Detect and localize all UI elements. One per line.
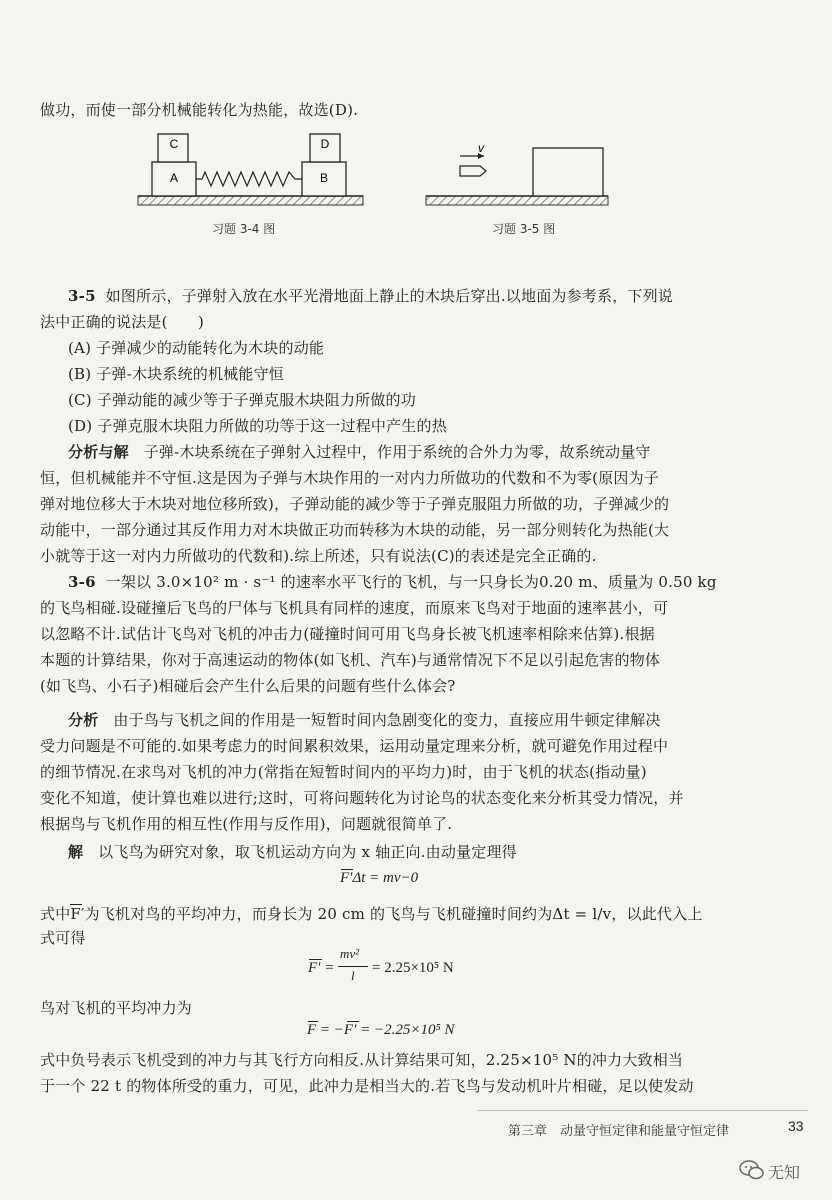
text-line-top: 做功，而使一部分机械能转化为热能，故选(D). — [40, 101, 359, 119]
problem-35-analysis-text-1: 子弹-木块系统在子弹射入过程中，作用于系统的合外力为零，故系统动量守 — [143, 443, 651, 461]
spring — [196, 172, 302, 186]
problem-35-analysis-text-5: 小就等于这一对内力所做功的代数和).综上所述，只有说法(C)的表述是完全正确的. — [40, 547, 597, 565]
problem-36-analysis-line-1 — [68, 710, 661, 730]
velocity-label: v — [478, 141, 484, 155]
watermark-text: 无知 — [768, 1163, 801, 1182]
overline-eq3-a — [308, 1021, 318, 1022]
equation-2-numerator: mv² — [340, 946, 360, 961]
problem-36-analysis-text-1: 由于鸟与飞机之间的作用是一短暂时间内急剧变化的变力，直接应用牛顿定律解决 — [113, 711, 661, 729]
final-line-1: 式中负号表示飞机受到的冲力与其飞行方向相反.从计算结果可知，2.25×10⁵ N的冲力大致相当 — [40, 1051, 684, 1069]
ground-hatch-35 — [426, 196, 608, 205]
problem-35-option-d: (D) 子弹克服木块阻力所做的功等于这一过程中产生的热 — [68, 417, 447, 435]
problem-35-stem-2: 法中正确的说法是( ) — [40, 313, 205, 331]
problem-36-analysis-text-4: 变化不知道，使计算也难以进行;这时，可将问题转化为讨论鸟的状态变化来分析其受力情况，并 — [40, 789, 684, 807]
text-after-eq1-b: 式可得 — [40, 929, 86, 947]
label-a: A — [169, 171, 179, 185]
problem-36-stem-3: 以忽略不计.试估计飞鸟对飞机的冲击力(碰撞时间可用飞鸟身长被飞机速率相除来估算).根据 — [40, 625, 655, 643]
equation-2-denominator: l — [351, 968, 355, 983]
problem-35-line-1 — [68, 286, 673, 306]
figure-34-caption: 习题 3-4 图 — [212, 222, 276, 236]
equation-1: F′Δt = mv−0 — [340, 870, 419, 886]
problem-36-number: 3-6 — [68, 573, 96, 591]
label-d: D — [320, 137, 330, 151]
overline-eq2 — [309, 959, 322, 960]
wechat-icon — [738, 1158, 766, 1182]
bullet — [460, 166, 486, 176]
footer-rule — [478, 1110, 808, 1111]
problem-35-option-c: (C) 子弹动能的减少等于子弹克服木块阻力所做的功 — [68, 391, 416, 409]
problem-36-analysis-text-5: 根据鸟与飞机作用的相互性(作用与反作用)，问题就很简单了. — [40, 815, 453, 833]
problem-36-line-1 — [68, 572, 717, 592]
problem-35-stem-1: 如图所示，子弹射入放在水平光滑地面上静止的木块后穿出.以地面为参考系，下列说 — [105, 287, 674, 305]
overline-eq3-b — [347, 1021, 359, 1022]
solution-label: 解 — [68, 843, 84, 861]
problem-35-number: 3-5 — [68, 287, 96, 305]
footer-chapter: 第三章 动量守恒定律和能量守恒定律 — [508, 1124, 730, 1139]
problem-36-stem-4: 本题的计算结果，你对于高速运动的物体(如飞机、汽车)与通常情况下不足以引起危害的物体 — [40, 651, 661, 669]
equation-2-rhs: = 2.25×10⁵ N — [372, 960, 454, 976]
problem-36-analysis-text-2: 受力问题是不可能的.如果考虑力的时间累积效果，运用动量定理来分析，就可避免作用过程中 — [40, 737, 669, 755]
problem-35-option-a: (A) 子弹减少的动能转化为木块的动能 — [68, 339, 325, 357]
figure-35-caption: 习题 3-5 图 — [492, 222, 556, 236]
text-before-eq3: 鸟对飞机的平均冲力为 — [40, 999, 193, 1017]
problem-35-analysis-text-4: 动能中，一部分通过其反作用力对木块做正功而转移为木块的动能，另一部分则转化为热能(大 — [40, 521, 670, 539]
figure-3-5 — [420, 138, 615, 212]
problem-36-stem-5: (如飞鸟、小石子)相碰后会产生什么后果的问题有些什么体会? — [40, 677, 456, 695]
figure-3-4 — [130, 130, 370, 212]
fraction-bar — [338, 966, 368, 967]
overline-inline — [70, 904, 82, 905]
problem-35-analysis-line-1 — [68, 442, 651, 462]
equation-3: F = −F′ = −2.25×10⁵ N — [307, 1022, 455, 1038]
equation-2-lhs: F′ = — [308, 960, 335, 976]
problem-36-stem-1: 一架以 3.0×10² m · s⁻¹ 的速率水平飞行的飞机，与一只身长为0.20 m、质量为 0.50 kg — [105, 573, 717, 591]
solution-line — [68, 842, 517, 862]
problem-36-stem-2: 的飞鸟相碰.设碰撞后飞鸟的尸体与飞机具有同样的速度，而原来飞鸟对于地面的速率甚小，可 — [40, 599, 669, 617]
label-b: B — [319, 171, 329, 185]
problem-35-analysis-text-3: 弹对地位移大于木块对地位移所致)，子弹动能的减少等于子弹克服阻力所做的功，子弹减少的 — [40, 495, 670, 513]
overline-eq1 — [341, 869, 353, 870]
problem-35-option-b: (B) 子弹-木块系统的机械能守恒 — [68, 365, 284, 383]
problem-35-analysis-text-2: 恒，但机械能并不守恒.这是因为子弹与木块作用的一对内力所做功的代数和不为零(原因为子 — [40, 469, 660, 487]
text-after-eq1-a: 式中F′为飞机对鸟的平均冲力，而身长为 20 cm 的飞鸟与飞机碰撞时间约为Δt = l/v，以此代入上 — [40, 905, 703, 923]
wood-block — [533, 148, 603, 196]
solution-text: 以飞鸟为研究对象，取飞机运动方向为 x 轴正向.由动量定理得 — [98, 843, 517, 861]
ground-hatch-34 — [138, 196, 363, 205]
problem-35-analysis-label: 分析与解 — [68, 443, 129, 461]
final-line-2: 于一个 22 t 的物体所受的重力，可见，此冲力是相当大的.若飞鸟与发动机叶片相碰，足以使发动 — [40, 1077, 694, 1095]
page-number: 33 — [788, 1118, 804, 1134]
label-c: C — [169, 137, 179, 151]
problem-36-analysis-label: 分析 — [68, 711, 99, 729]
problem-36-analysis-text-3: 的细节情况.在求鸟对飞机的冲力(常指在短暂时间内的平均力)时，由于飞机的状态(指动量) — [40, 763, 647, 781]
